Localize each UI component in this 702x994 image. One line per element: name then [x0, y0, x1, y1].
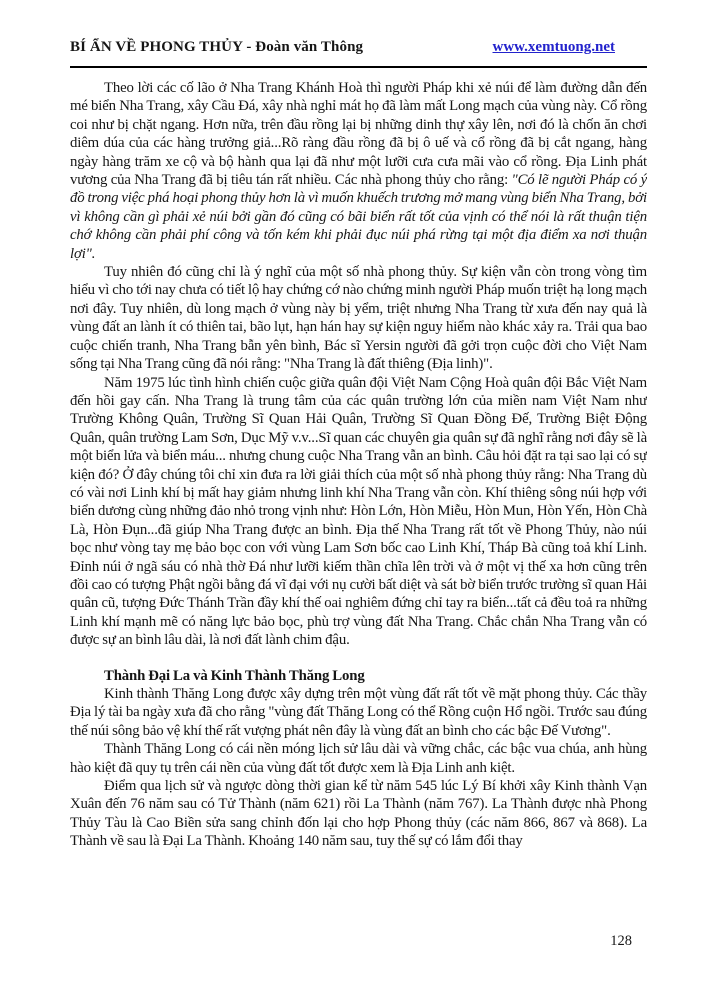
header-link[interactable]: www.xemtuong.net [492, 39, 615, 55]
paragraph-1-quote: "Có lẽ người Pháp có ý đồ trong việc phá hoại phong thủy hơn là vì muốn khuếch trương mở mang vùng biển Nha Trang, bởi vì không cần gì phải xẻ núi bởi gần đó cũng có bãi biển rất tốt của vịnh có thể nói là rất thuận tiện chớ không cần phải phí công và tốn kém khi phải đục núi phá rừng tại một địa điểm xa nơi thuận lợi". [70, 172, 647, 262]
paragraph-1-text: Theo lời các cố lão ở Nha Trang Khánh Hoà thì người Pháp khi xẻ núi để làm đường dẫn đến mé biển Nha Trang, xây Cầu Đá, xây nhà nghỉ mát họ đã làm mất Long mạch của vùng này. Cổ rồng coi như bị chặt ngang. Hơn nữa, trên đầu rồng lại bị những dinh thự xây lên, nơi đó là chốn ăn chơi diêm dúa của các hàng trưởng giả...Rõ ràng đầu rồng đã bị ô uế và cổ rồng đã bị cắt ngang, hàng ngày hàng trăm xe cộ và bộ hành qua lại đã như một lưỡi cưa cưa mãi vào cổ rồng. Địa Linh phát vương của Nha Trang đã bị tiêu tán rất nhiều. Các nhà phong thủy cho rằng: [70, 80, 647, 189]
header-divider [70, 66, 647, 68]
document-body [70, 79, 647, 939]
header-title: BÍ ẨN VỀ PHONG THỦY - Đoàn văn Thông [70, 39, 364, 55]
paragraph-yersin: Tuy nhiên đó cũng chỉ là ý nghĩ của một số nhà phong thủy. Sự kiện vẫn còn trong vòng tìm hiểu vì cho tới nay chưa có tiết lộ hay chứng cớ nào chứng minh người Pháp muốn triệt hạ long mạch nơi đây. Tuy nhiên, dù long mạch ở vùng này bị yểm, triệt nhưng Nha Trang từ xưa đến nay quả là vùng đất an lành ít có thiên tai, bão lụt, hạn hán hay sự kiện nguy hiểm nào khác xảy ra. Trải qua bao cuộc chiến tranh, Nha Trang bẫn yên bình, Bác sĩ Yersin người đã gởi trọn cuộc đời cho Việt Nam sống tại Nha Trang cũng đã nói rằng: "Nha Trang là đất thiêng (Địa linh)". [70, 264, 647, 373]
paragraph-1975-linh-khi: Năm 1975 lúc tình hình chiến cuộc giữa quân đội Việt Nam Cộng Hoà quân đội Bắc Việt Nam đến hồi gay cấn. Nha Trang là trung tâm của các quân trường lớn của miền nam Việt Nam như Trường Không Quân, Trường Sĩ Quan Hải Quân, Trường Sĩ Quan Đồng Đế, Trường Biệt Động Quân, quân trường Lam Sơn, Dục Mỹ v.v...Sĩ quan các chuyên gia quân sự đã nghĩ rằng nơi đây sẽ là một biển lửa và biển máu... nhưng chung cuộc Nha Trang vẫn an bình. Câu hỏi đặt ra tại sao lại có sự kiện đó? Ở đây chúng tôi chỉ xin đưa ra lời giải thích của một số nhà phong thủy rằng: Nha Trang dù có vài nơi Linh khí bị mất hay giảm nhưng linh khí Nha Trang vẫn còn. Khí thiêng sông núi hợp với biển dương cùng những đảo nhỏ trong vịnh như: Hòn Lớn, Hòn Miễu, Hòn Mun, Hòn Yến, Hòn Chà Là, Hòn Đụn...đã giúp Nha Trang được an bình. Địa thế Nha Trang rất tốt về Phong Thủy, nào núi bọc như vòng tay mẹ bảo bọc con với vùng Lam Sơn bốc cao Linh Khí, Tháp Bà cũng toả khí Linh. Đỉnh núi ở ngã sáu có nhà thờ Đá như lưỡi kiếm thần chĩa lên trời và ở một vị thế xa hơn cũng trên đồi cao có tượng Phật ngồi bằng đá vĩ đại với nụ cười bất diệt và sát bờ biển trước trường sĩ quan Hải quân cũ, tượng Đức Thánh Trần đầy khí thế oai nghiêm đứng chỉ tay ra biển...tất cả đều toả ra những Linh khí mạnh mẽ có năng lực bảo bọc, phù trợ vùng đất Nha Trang. Chắc chắn Nha Trang vẫn có được sự an bình lâu dài, là nơi đất lành chim đậu. [70, 374, 647, 649]
paragraph-nha-trang-long-mach [70, 79, 647, 263]
paragraph-lich-su: Điểm qua lịch sử và ngược dòng thời gian kể từ năm 545 lúc Lý Bí khởi xây Kinh thành Vạn Xuân đến 76 năm sau có Tử Thành (năm 621) rồi La Thành (năm 767). La Thành được nhà Phong Thủy Tàu là Cao Biền sửa sang chỉnh đốn lại cho hợp Phong thủy (các năm 866, 867 và 868). La Thành về sau là Đại La Thành. Khoảng 140 năm sau, tuy thế sự có lắm đổi thay [70, 778, 647, 850]
paragraph-kinh-thanh: Kinh thành Thăng Long được xây dựng trên một vùng đất rất tốt về mặt phong thủy. Các thầy Địa lý tài ba ngày xưa đã cho rằng "vùng đất Thăng Long có thể Rồng cuộn Hổ ngồi. Trước sau đúng thế núi sông bảo vệ khí thế rất vượng phát nên đây là vùng đất an bình cho các bậc Đế Vương". [70, 686, 647, 739]
page-footer [610, 933, 632, 949]
paragraph-nen-mong: Thành Thăng Long có cái nền móng lịch sử lâu dài và vững chắc, các bậc vua chúa, anh hùng hào kiệt đã quy tụ trên cái nền của vùng đất tốt được xem là Địa Linh anh kiệt. [70, 741, 647, 776]
page-header [70, 38, 647, 56]
section-heading-thang-long: Thành Đại La và Kinh Thành Thăng Long [104, 667, 365, 684]
page-number: 128 [610, 933, 632, 949]
